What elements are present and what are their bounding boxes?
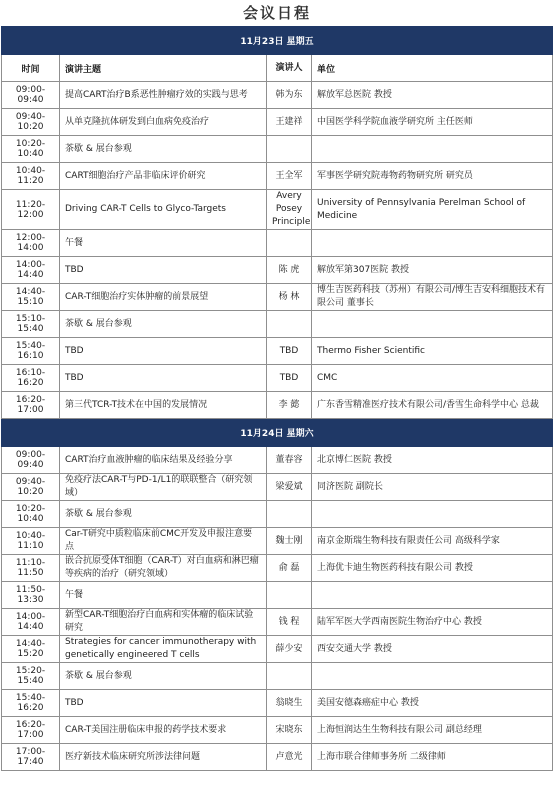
topic-cell: 茶歇 & 展台参观 (60, 663, 267, 690)
speaker-cell: 钱 程 (267, 609, 312, 636)
speaker-cell: 韩为东 (267, 82, 312, 109)
unit-cell: 解放军总医院 教授 (312, 82, 553, 109)
time-cell: 14:40-15:20 (2, 636, 60, 663)
unit-cell (312, 136, 553, 163)
time-cell: 16:10-16:20 (2, 365, 60, 392)
topic-cell: 嵌合抗原受体T细胞（CAR-T）对白血病和淋巴瘤等疾病的治疗（研究领域） (60, 555, 267, 582)
time-cell: 14:00-14:40 (2, 257, 60, 284)
time-cell: 16:20-17:00 (2, 392, 60, 419)
unit-cell: 北京博仁医院 教授 (312, 447, 553, 474)
unit-cell: 同济医院 副院长 (312, 474, 553, 501)
topic-cell: TBD (60, 257, 267, 284)
unit-cell: 西安交通大学 教授 (312, 636, 553, 663)
schedule-row (2, 257, 553, 284)
schedule-row (2, 555, 553, 582)
day2-label: 11月24日 星期六 (2, 419, 553, 447)
unit-cell: 中国医学科学院血液学研究所 主任医师 (312, 109, 553, 136)
schedule-row (2, 163, 553, 190)
time-cell: 11:10-11:50 (2, 555, 60, 582)
header-unit: 单位 (312, 55, 553, 82)
topic-cell: Driving CAR-T Cells to Glyco-Targets (60, 190, 267, 230)
unit-cell: 美国安德森癌症中心 教授 (312, 690, 553, 717)
time-cell: 15:40-16:10 (2, 338, 60, 365)
unit-cell: 解放军第307医院 教授 (312, 257, 553, 284)
break-row (2, 582, 553, 609)
topic-cell: 茶歇 & 展台参观 (60, 501, 267, 528)
unit-cell: University of Pennsylvania Perelman School of Medicine (312, 190, 553, 230)
schedule-row (2, 284, 553, 311)
speaker-cell: 翁晓生 (267, 690, 312, 717)
unit-cell (312, 230, 553, 257)
schedule-row (2, 109, 553, 136)
unit-cell (312, 311, 553, 338)
topic-cell: 免疫疗法CAR-T与PD-1/L1的联联整合（研究领域） (60, 474, 267, 501)
day-header-row (2, 27, 553, 55)
break-row (2, 230, 553, 257)
topic-cell: TBD (60, 338, 267, 365)
unit-cell: Thermo Fisher Scientific (312, 338, 553, 365)
column-header-row (2, 55, 553, 82)
schedule-row (2, 365, 553, 392)
time-cell: 09:40-10:20 (2, 109, 60, 136)
header-topic: 演讲主题 (60, 55, 267, 82)
day1-label: 11月23日 星期五 (2, 27, 553, 55)
topic-cell: 午餐 (60, 582, 267, 609)
schedule-row (2, 528, 553, 555)
time-cell: 15:40-16:20 (2, 690, 60, 717)
time-cell: 09:00-09:40 (2, 447, 60, 474)
time-cell: 10:20-10:40 (2, 501, 60, 528)
break-row (2, 136, 553, 163)
unit-cell: 博生吉医药科技（苏州）有限公司/博生吉安科细胞技术有限公司 董事长 (312, 284, 553, 311)
topic-cell: 新型CAR-T细胞治疗白血病和实体瘤的临床试验研究 (60, 609, 267, 636)
speaker-cell (267, 311, 312, 338)
topic-cell: 茶歇 & 展台参观 (60, 311, 267, 338)
break-row (2, 501, 553, 528)
time-cell: 17:00-17:40 (2, 744, 60, 771)
header-time: 时间 (2, 55, 60, 82)
schedule-row (2, 690, 553, 717)
time-cell: 14:00-14:40 (2, 609, 60, 636)
topic-cell: 午餐 (60, 230, 267, 257)
time-cell: 10:40-11:20 (2, 163, 60, 190)
time-cell: 09:00-09:40 (2, 82, 60, 109)
topic-cell: CAR-T细胞治疗实体肿瘤的前景展望 (60, 284, 267, 311)
time-cell: 12:00-14:00 (2, 230, 60, 257)
topic-cell: CAR-T美国注册临床申报的药学技术要求 (60, 717, 267, 744)
speaker-cell (267, 136, 312, 163)
topic-cell: 医疗新技术临床研究所涉法律问题 (60, 744, 267, 771)
unit-cell (312, 501, 553, 528)
speaker-cell (267, 582, 312, 609)
schedule-table (1, 26, 553, 771)
schedule-row (2, 609, 553, 636)
schedule-row (2, 717, 553, 744)
schedule-row (2, 744, 553, 771)
header-speaker: 演讲人 (267, 55, 312, 82)
speaker-cell (267, 663, 312, 690)
schedule-row (2, 474, 553, 501)
speaker-cell (267, 501, 312, 528)
schedule-row (2, 82, 553, 109)
unit-cell: 上海市联合律师事务所 二级律师 (312, 744, 553, 771)
break-row (2, 663, 553, 690)
unit-cell: 南京金斯瑞生物科技有限责任公司 高级科学家 (312, 528, 553, 555)
schedule-row (2, 338, 553, 365)
speaker-cell: 王全军 (267, 163, 312, 190)
speaker-cell: TBD (267, 365, 312, 392)
time-cell: 11:50-13:30 (2, 582, 60, 609)
time-cell: 10:40-11:10 (2, 528, 60, 555)
unit-cell (312, 663, 553, 690)
speaker-cell: 宋晓东 (267, 717, 312, 744)
page-title: 会议日程 (242, 4, 311, 22)
speaker-cell: 魏士刚 (267, 528, 312, 555)
unit-cell: 上海优卡迪生物医药科技有限公司 教授 (312, 555, 553, 582)
speaker-cell: 董春容 (267, 447, 312, 474)
unit-cell: 上海恒润达生生物科技有限公司 副总经理 (312, 717, 553, 744)
unit-cell: 陆军军医大学西南医院生物治疗中心 教授 (312, 609, 553, 636)
time-cell: 11:20-12:00 (2, 190, 60, 230)
time-cell: 16:20-17:00 (2, 717, 60, 744)
time-cell: 15:10-15:40 (2, 311, 60, 338)
topic-cell: 茶歇 & 展台参观 (60, 136, 267, 163)
break-row (2, 311, 553, 338)
speaker-cell: Avery Posey Principle (267, 190, 312, 230)
topic-cell: TBD (60, 365, 267, 392)
schedule-row (2, 447, 553, 474)
speaker-cell: 杨 林 (267, 284, 312, 311)
speaker-cell: TBD (267, 338, 312, 365)
speaker-cell (267, 230, 312, 257)
schedule-row (2, 636, 553, 663)
unit-cell: 军事医学研究院毒物药物研究所 研究员 (312, 163, 553, 190)
day-header-row (2, 419, 553, 447)
topic-cell: CART治疗血液肿瘤的临床结果及经验分享 (60, 447, 267, 474)
speaker-cell: 王建祥 (267, 109, 312, 136)
topic-cell: TBD (60, 690, 267, 717)
topic-cell: 提高CART治疗B系恶性肿瘤疗效的实践与思考 (60, 82, 267, 109)
schedule-row (2, 392, 553, 419)
unit-cell: 广东香雪精准医疗技术有限公司/香雪生命科学中心 总裁 (312, 392, 553, 419)
schedule-row (2, 190, 553, 230)
time-cell: 15:20-15:40 (2, 663, 60, 690)
time-cell: 14:40-15:10 (2, 284, 60, 311)
speaker-cell: 俞 磊 (267, 555, 312, 582)
time-cell: 10:20-10:40 (2, 136, 60, 163)
topic-cell: 从单克隆抗体研发到白血病免疫治疗 (60, 109, 267, 136)
speaker-cell: 李 懿 (267, 392, 312, 419)
topic-cell: Strategies for cancer immunotherapy with genetically engineered T cells (60, 636, 267, 663)
speaker-cell: 梁爱斌 (267, 474, 312, 501)
time-cell: 09:40-10:20 (2, 474, 60, 501)
topic-cell: 第三代TCR-T技术在中国的发展情况 (60, 392, 267, 419)
speaker-cell: 薛少安 (267, 636, 312, 663)
speaker-cell: 陈 虎 (267, 257, 312, 284)
topic-cell: Car-T研究中质粒临床前CMC开发及申报注意要点 (60, 528, 267, 555)
speaker-cell: 卢意光 (267, 744, 312, 771)
unit-cell: CMC (312, 365, 553, 392)
topic-cell: CART细胞治疗产品非临床评价研究 (60, 163, 267, 190)
unit-cell (312, 582, 553, 609)
